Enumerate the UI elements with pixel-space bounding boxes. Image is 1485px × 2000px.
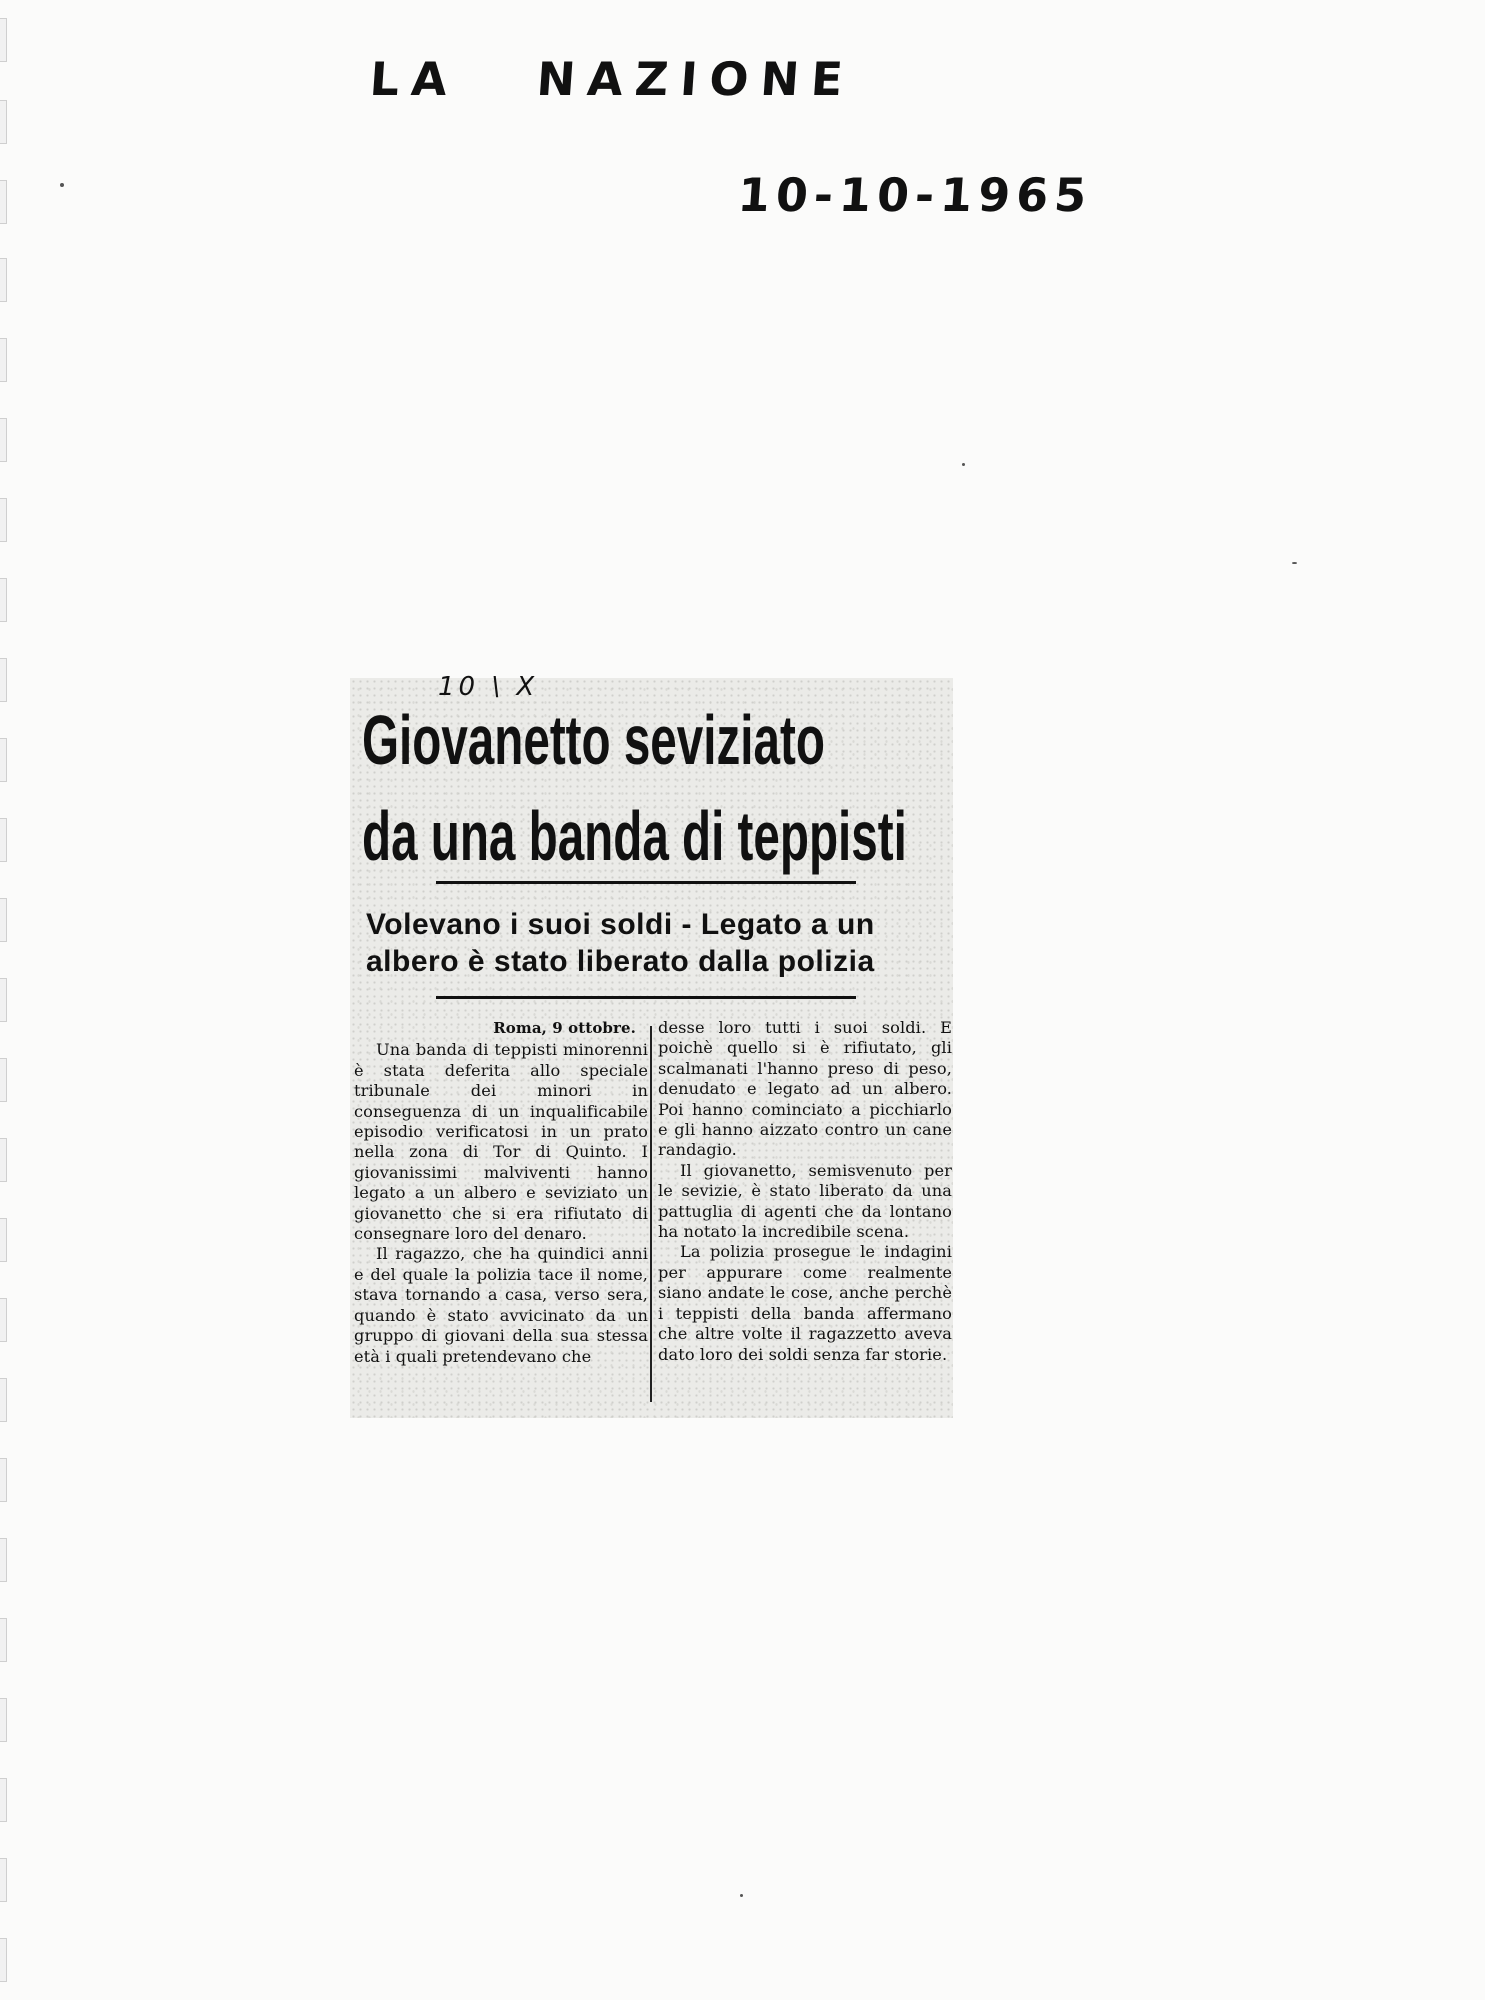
- binder-tab: [0, 1538, 7, 1582]
- binder-tab: [0, 658, 7, 702]
- article-column-1: [354, 1018, 648, 1367]
- headline-line-2: da una banda di teppisti: [362, 797, 907, 875]
- binder-tab: [0, 1778, 7, 1822]
- article-paragraph: Il giovanetto, semisvenuto per le sevizie, è stato liberato da una pattuglia di agenti che da lontano ha notato la incredibile scena.: [658, 1160, 952, 1242]
- article-headline: [362, 692, 907, 884]
- binder-tab: [0, 418, 7, 462]
- article-subheadline: Volevano i suoi soldi - Legato a un albero è stato liberato dalla polizia: [366, 908, 875, 978]
- paper-speck: [60, 183, 64, 187]
- binder-tab: [0, 1218, 7, 1262]
- article-column-2: [658, 1018, 952, 1365]
- binder-tab: [0, 1458, 7, 1502]
- newspaper-clipping: [350, 672, 953, 1418]
- binder-tab: [0, 1058, 7, 1102]
- article-paragraph: La polizia prosegue le indagini per appurare come realmente siano andate le cose, anche perchè i teppisti della banda affermano che altre volte il ragazzetto aveva dato loro dei soldi senza far storie.: [658, 1242, 952, 1364]
- binder-tab: [0, 338, 7, 382]
- article-paragraph-continuation: desse loro tutti i suoi soldi. E poichè quello si è rifiutato, gli scalmanati l'hanno preso di peso, denudato e legato ad un albero. Poi hanno cominciato a picchiarlo e gli hanno aizzato contro un cane randagio.: [658, 1018, 952, 1160]
- binder-tab: [0, 1938, 7, 1982]
- paper-speck: [740, 1894, 743, 1897]
- binder-tab: [0, 818, 7, 862]
- paper-speck: [962, 463, 965, 466]
- column-divider: [650, 1026, 652, 1402]
- subheadline-divider: [436, 996, 856, 999]
- binder-tab: [0, 898, 7, 942]
- paper-speck: [1292, 562, 1297, 564]
- binder-tab: [0, 978, 7, 1022]
- article-paragraph: Il ragazzo, che ha quindici anni e del quale la polizia tace il nome, stava tornando a casa, verso sera, quando è stato avvicinato da un gruppo di giovani della sua stessa età i quali pretendevano che: [354, 1244, 648, 1366]
- binder-tab: [0, 498, 7, 542]
- binder-tab: [0, 180, 7, 224]
- handwritten-date: 10-10-1965: [736, 168, 1095, 222]
- binder-tab: [0, 1698, 7, 1742]
- headline-divider: [436, 881, 856, 884]
- binder-tab: [0, 258, 7, 302]
- binder-tab: [0, 1618, 7, 1662]
- handwritten-publication-name: LA NAZIONE: [368, 52, 857, 106]
- article-body: [350, 1018, 953, 1408]
- binder-tab: [0, 18, 7, 62]
- binder-tab: [0, 1378, 7, 1422]
- headline-line-1: Giovanetto seviziato: [362, 701, 825, 779]
- article-dateline: Roma, 9 ottobre.: [493, 1019, 636, 1037]
- binder-tab: [0, 738, 7, 782]
- handwritten-clipping-note: 10 \ X: [438, 672, 539, 702]
- binder-tab: [0, 1138, 7, 1182]
- binder-tab: [0, 578, 7, 622]
- binder-tab: [0, 100, 7, 144]
- binder-tab: [0, 1858, 7, 1902]
- binder-tab: [0, 1298, 7, 1342]
- binder-index-tabs: [0, 0, 10, 2000]
- article-paragraph: Una banda di teppisti minorenni è stata deferita allo speciale tribunale dei minori in conseguenza di un inqualificabile episodio verificatosi in un prato nella zona di Tor di Quinto. I giovanissimi malviventi hanno legato a un albero e seviziato un giovanetto che si era rifiutato di consegnare loro del denaro.: [354, 1040, 648, 1244]
